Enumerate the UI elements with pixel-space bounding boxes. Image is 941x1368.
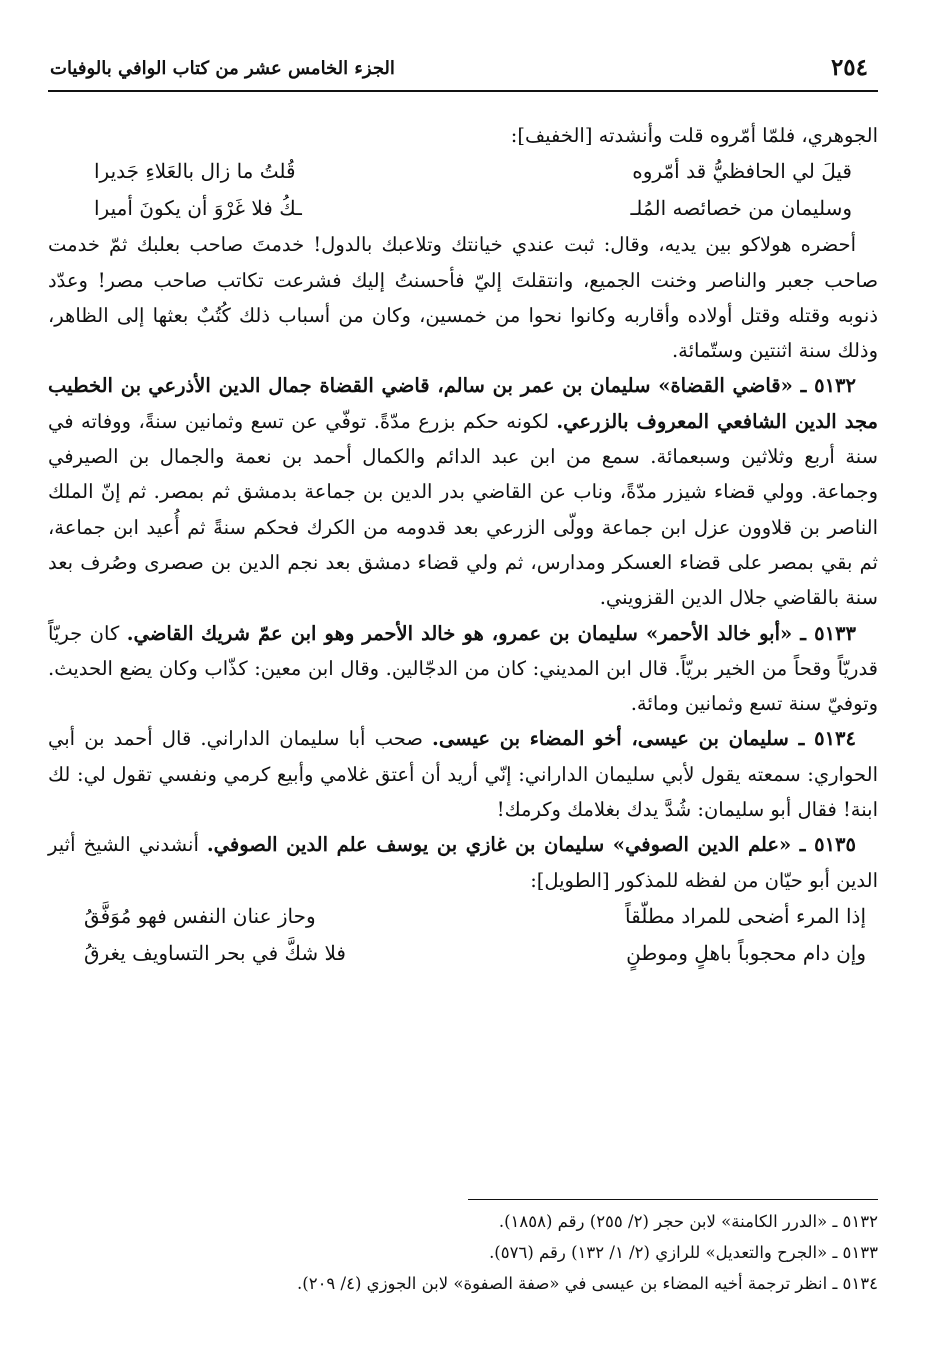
entry-5132	[48, 368, 878, 615]
text-line: لكونه حكم بزرع مدّةً. توفّي عن تسع	[250, 409, 557, 433]
verse-second-hemistich: قُلتُ ما زال بالعَلاءِ جَديرا	[94, 159, 296, 184]
text-line: الشيخ أثير الدين أبو حيّان من لفظه للمذكور [الطويل]:	[48, 833, 878, 892]
text-line: كرمي ونفسي تقول لي: لك ابنة! فقال أبو سليمان: شُدَّ يدك بغلامك وكرمك!	[48, 762, 878, 822]
entry-heading: ٥١٣٤ ـ سليمان بن عيسى، أخو المضاء بن عيسى.	[432, 727, 856, 751]
text-line: بعلبك ثمّ خدمت صاحب جعبر والناصر وخنت الجميع، وانتقلتَ إليّ فأحسنتُ إليك فشرعت	[48, 233, 878, 292]
entry-5135	[48, 827, 878, 898]
entry-heading: بن الخطيب مجد الدين الشافعي المعروف بالزرعي.	[48, 374, 879, 433]
page-number: ٢٥٤	[830, 54, 868, 81]
poem-verse	[48, 898, 878, 935]
entry-5133	[48, 616, 878, 722]
text-line: أحمد بن أبي الحواري: سمعته يقول لأبي سليمان الداراني: إنّي أريد أن أعتق غلامي وأبيع	[48, 727, 878, 786]
text-line: وثمانين سنةً، ووفاته في سنة أربع وثلاثين وسبعمائة. سمع من ابن عبد الدائم والكمال	[48, 409, 879, 469]
text-line: الدين بن جماعة بدمشق ثم بمصر. ثم إنّ الملك الناصر بن قلاوون عزل ابن جماعة وولّى	[48, 480, 879, 539]
verse-first-hemistich: قيلَ لي الحافظيُّ قد أمّروه	[632, 159, 852, 184]
text-line: جلال الدين القزويني.	[599, 586, 767, 610]
footnotes	[48, 1206, 878, 1299]
page-header	[48, 50, 878, 92]
verse-second-hemistich: ـكُ فلا غَرْوَ أن يكونَ أميرا	[94, 196, 302, 221]
text-line: العسكر ومدارس، ثم ولي قضاء دمشق بعد نجم الدين بن صصرى وصُرف بعد سنة بالقاضي	[48, 550, 878, 610]
text-line: الزرعي بعد قدومه من الكرك فحكم سنةً ثم أُعيد ابن جماعة، ثم بقي بمصر على قضاء	[48, 515, 878, 574]
text-line: أنشدني	[138, 833, 207, 857]
verse-first-hemistich: إذا المرء أضحى للمراد مطلّقاً	[625, 903, 866, 928]
footnote-divider	[468, 1199, 878, 1200]
main-text	[48, 118, 878, 972]
text-line: تكاتب صاحب مصر! وعدّد ذنوبه وقتله وقتل أولاده وأقاربه وكانوا نحوا من خمسين، وكان	[48, 268, 878, 327]
footnote: ٥١٣٣ ـ «الجرح والتعديل» للرازي (٢/ ١/ ١٣٢) رقم (٥٧٦).	[489, 1243, 878, 1262]
poem-verse	[48, 190, 878, 227]
entry-heading: ٥١٣٣ ـ «أبو خالد الأحمر» سليمان بن عمرو، هو خالد الأحمر وهو ابن عمّ شريك	[201, 621, 857, 645]
verse-first-hemistich: وسليمان من خصائصه المُلـ	[630, 196, 852, 221]
running-title: الجزء الخامس عشر من كتاب الوافي بالوفيات	[50, 58, 395, 79]
entry-heading: ٥١٣٥ ـ «علم الدين الصوفي» سليمان بن غازي بن يوسف علم الدين الصوفي.	[206, 833, 856, 857]
text-line: أحمد بن نعمة والجمال بن الصيرفي وجماعة. وولي قضاء شيزر مدّةً، وناب عن القاضي بدر	[48, 445, 878, 504]
intro-line: الجوهري، فلمّا أمّروه قلت وأنشدته [الخفيف]:	[510, 124, 878, 147]
verse-first-hemistich: وإن دام محجوباً باهلٍ وموطنٍ	[626, 940, 866, 965]
footnote: ٥١٣٢ ـ «الدرر الكامنة» لابن حجر (٢/ ٢٥٥) رقم (١٨٥٨).	[498, 1212, 878, 1231]
entry-5134	[48, 721, 878, 827]
paragraph-hulagu	[48, 227, 878, 368]
text-line: صحب أبا سليمان الداراني. قال	[161, 727, 433, 751]
verse-second-hemistich: فلا شكَّ في بحر التساويف يغرقُ	[84, 940, 346, 965]
entry-heading: القاضي.	[126, 621, 194, 645]
verse-second-hemistich: وحاز عنان النفس فهو مُوَفَّقُ	[84, 903, 316, 928]
footnote: ٥١٣٤ ـ انظر ترجمة أخيه المضاء بن عيسى في «صفة الصفوة» لابن الجوزي (٤/ ٢٠٩).	[297, 1274, 878, 1293]
text-line: معين: كذّاب وكان يضع الحديث. وتوفيّ سنة تسع وثمانين ومائة.	[48, 656, 878, 716]
text-line: كان جريّاً قدريّاً وقحاً من الخير بريّاً. قال ابن المديني: كان من الدجّالين. وقال ابن	[48, 621, 879, 680]
poem-verse	[48, 153, 878, 190]
poem-verse	[48, 935, 878, 972]
text-line: من أسباب ذلك كُتُبٌ بعثها إلى الظاهر، وذلك سنة اثنتين وستّمائة.	[48, 303, 878, 363]
text-line: أحضره هولاكو بين يديه، وقال: ثبت عندي خيانتك وتلاعبك بالدول! خدمتَ صاحب	[189, 233, 857, 257]
book-page	[48, 0, 878, 1368]
entry-heading: ٥١٣٢ ـ «قاضي القضاة» سليمان بن عمر بن سالم، قاضي القضاة جمال الدين الأذرعي	[148, 374, 856, 398]
